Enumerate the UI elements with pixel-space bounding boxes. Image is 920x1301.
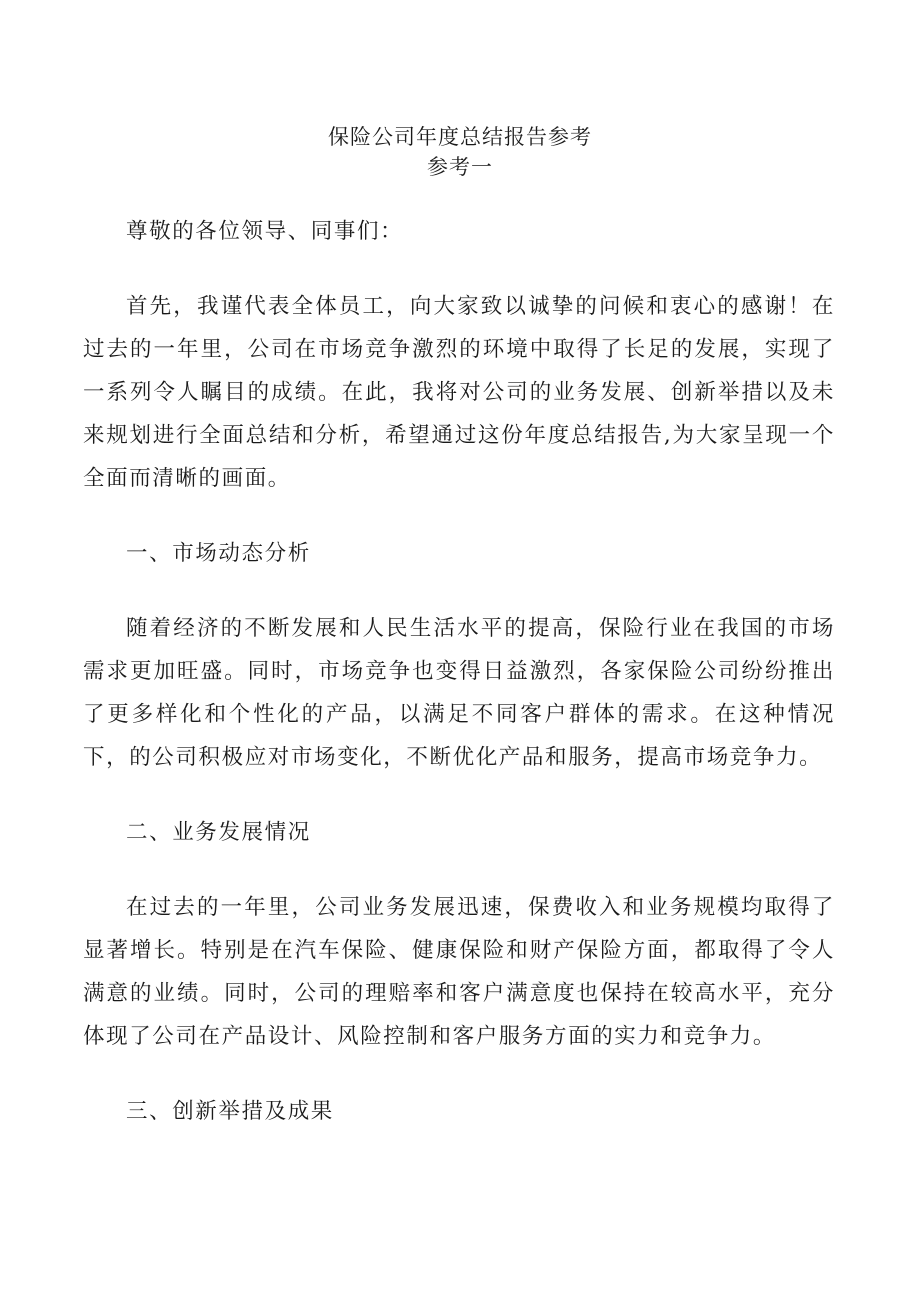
greeting: 尊敬的各位领导、同事们： [126,219,404,244]
document-body [83,210,835,1165]
title-block [0,122,920,182]
document-title: 保险公司年度总结报告参考 [328,125,592,149]
section-heading: 三、创新举措及成果 [126,1099,334,1124]
section-paragraph: 随着经济的不断发展和人民生活水平的提高，保险行业在我国的市场需求更加旺盛。同时，市场竞争也变得日益激烈，各家保险公司纷纷推出了更多样化和个性化的产品，以满足不同客户群体的需求。在这种情况下，的公司积极应对市场变化，不断优化产品和服务，提高市场竞争力。 [83,616,835,770]
section-paragraph: 在过去的一年里，公司业务发展迅速，保费收入和业务规模均取得了显著增长。特别是在汽车保险、健康保险和财产保险方面，都取得了令人满意的业绩。同时，公司的理赔率和客户满意度也保持在较高水平，充分体现了公司在产品设计、风险控制和客户服务方面的实力和竞争力。 [83,895,835,1049]
section-heading: 二、业务发展情况 [126,820,311,845]
document-subtitle: 参考一 [427,155,493,179]
intro-paragraph: 首先，我谨代表全体员工，向大家致以诚挚的问候和衷心的感谢！在过去的一年里，公司在市场竞争激烈的环境中取得了长足的发展，实现了一系列令人瞩目的成绩。在此，我将对公司的业务发展、创新举措以及未来规划进行全面总结和分析，希望通过这份年度总结报告,为大家呈现一个全面而清晰的画面。 [83,294,835,491]
section-heading: 一、市场动态分析 [126,541,311,566]
